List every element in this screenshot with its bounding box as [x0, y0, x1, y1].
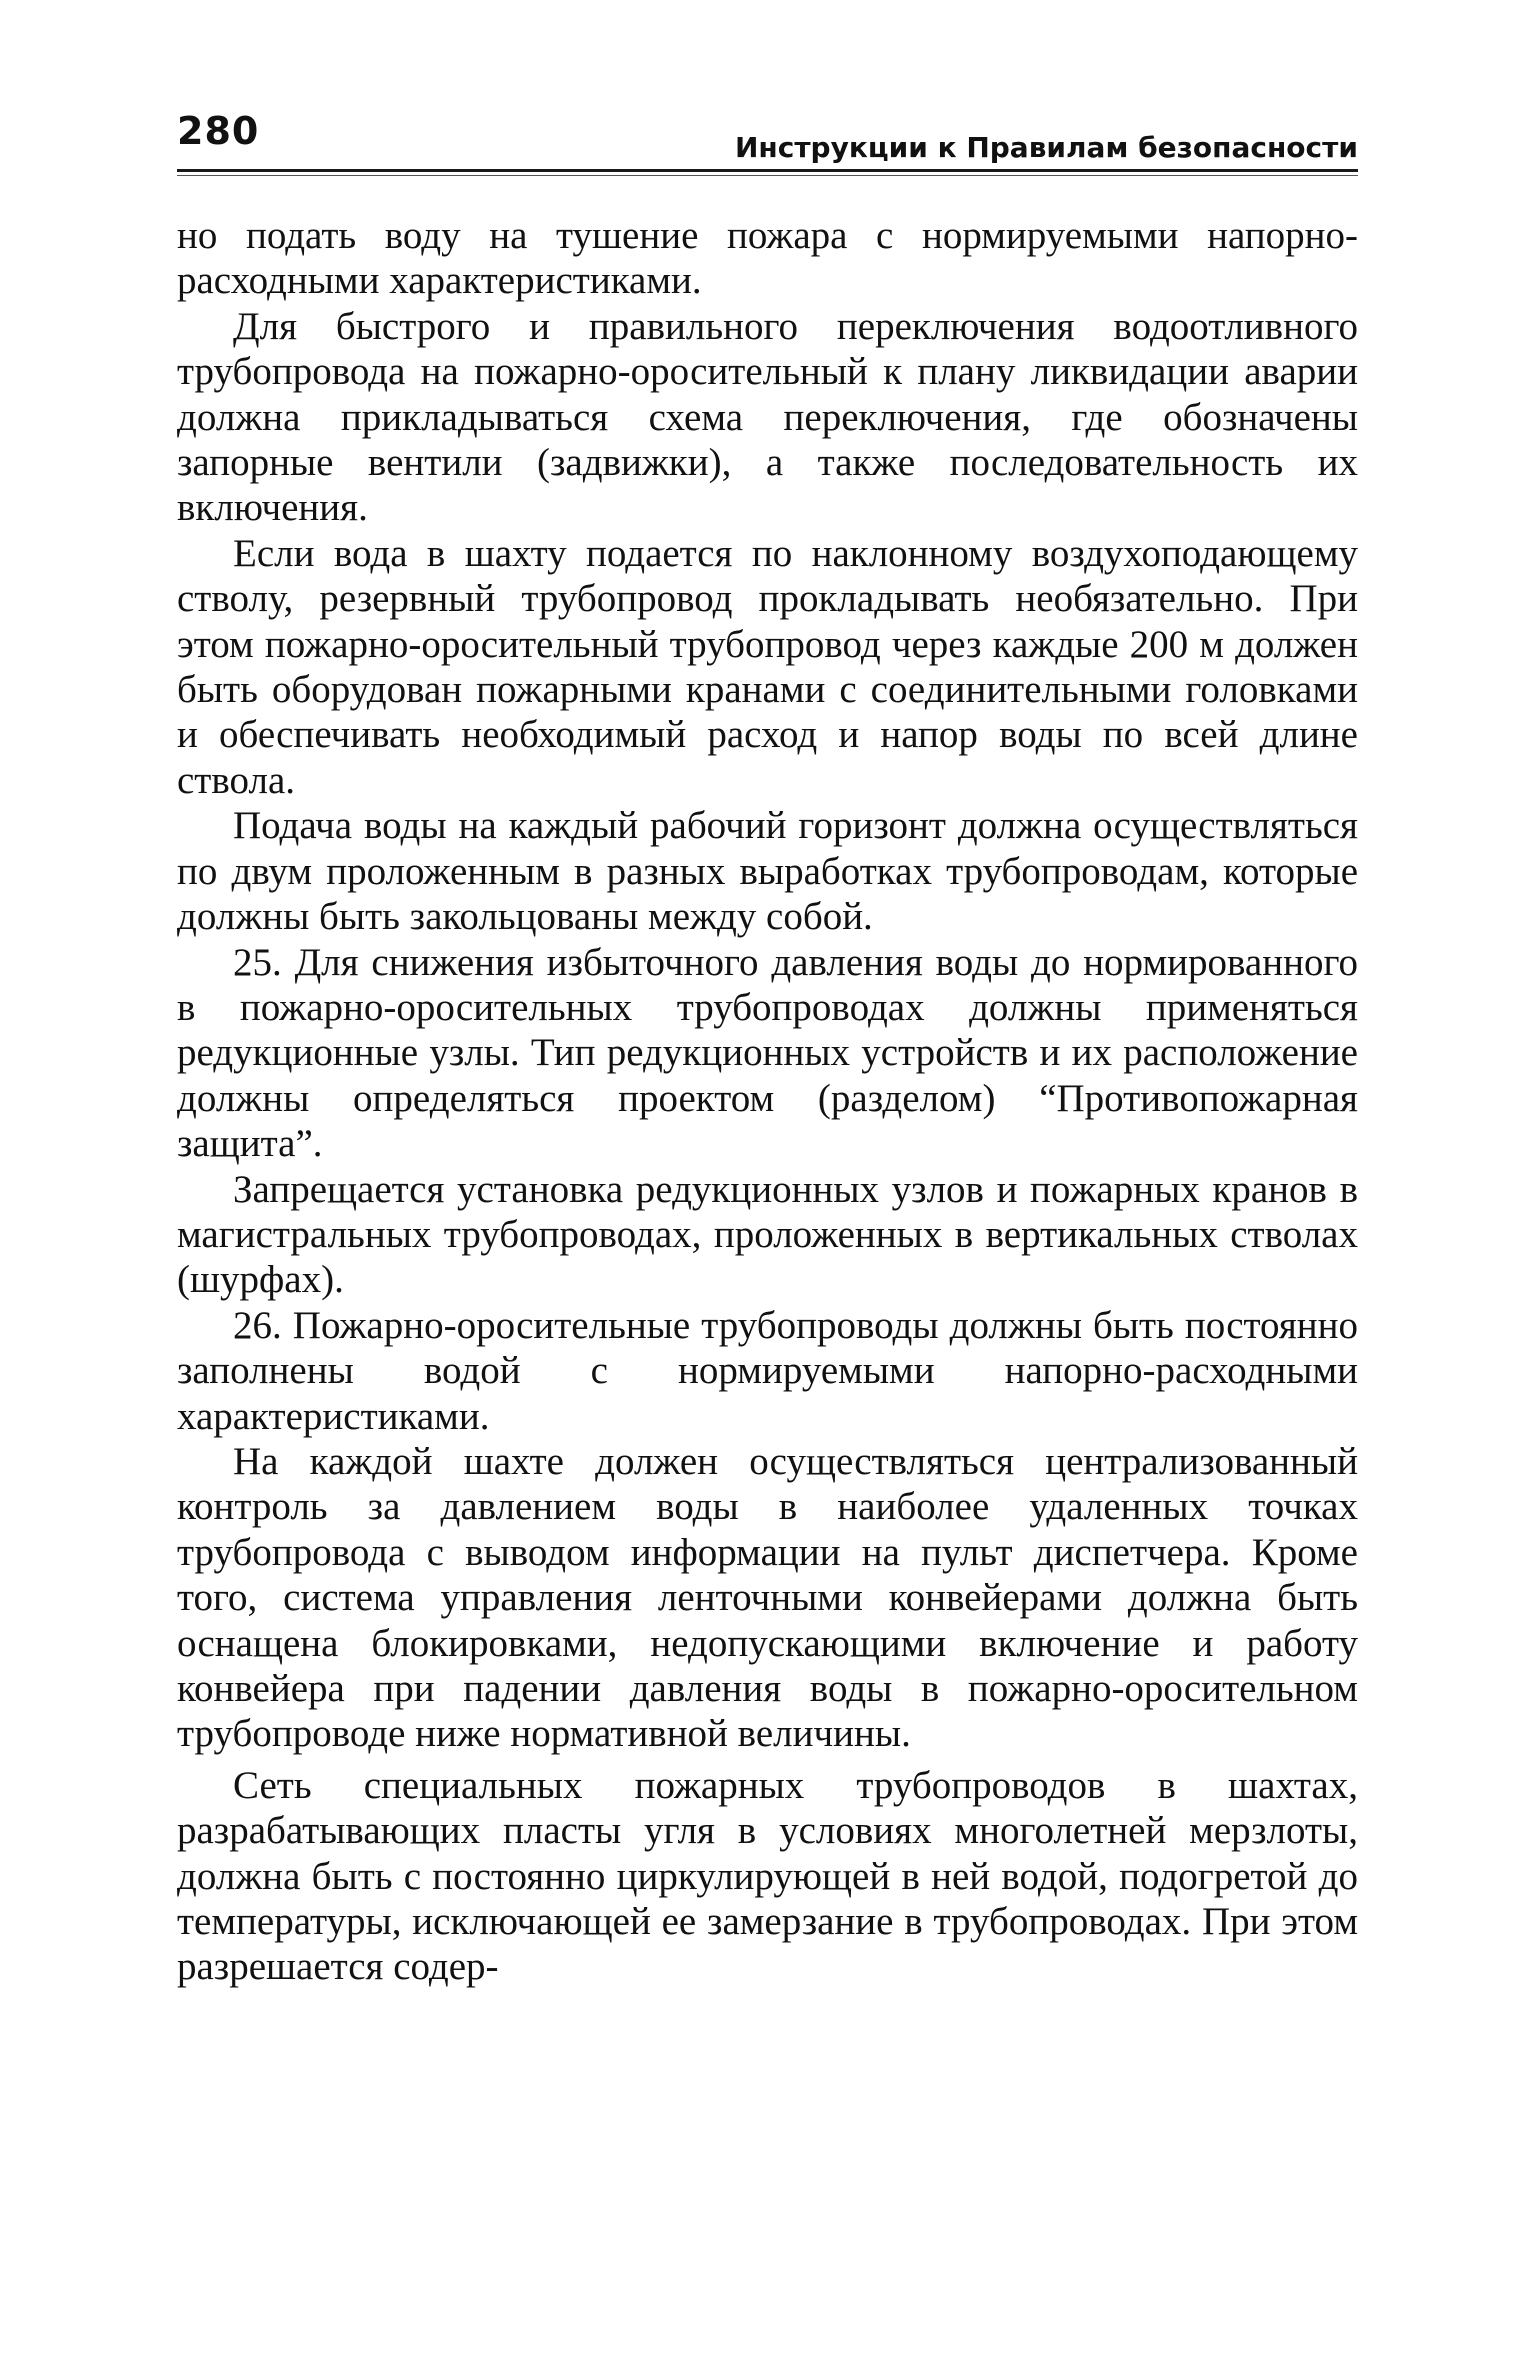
- running-header: [177, 105, 1358, 167]
- paragraph: 26. Пожарно-оросительные трубопроводы должны быть постоянно заполнены водой с нормируемыми напорно-расходными характеристиками.: [177, 1303, 1358, 1438]
- paragraph: Для быстрого и правильного переключения водоотливного трубопровода на пожарно-оросительный к плану ликвидации аварии должна прикладываться схема переключения, где обозначены запорные вентили (задвижки), а также последовательность их включения.: [177, 304, 1358, 530]
- header-rule-thin: [177, 175, 1358, 176]
- paragraph: На каждой шахте должен осуществляться централизованный контроль за давлением воды в наиболее удаленных точках трубопровода с выводом информации на пульт диспетчера. Кроме того, система управления ленточными конвейерами должна быть оснащена блокировками, недопускающими включение и работу конвейера при падении давления воды в пожарно-оросительном трубопроводе ниже нормативной величины.: [177, 1439, 1358, 1756]
- document-page: [177, 105, 1358, 1989]
- paragraph: но подать воду на тушение пожара с нормируемыми напорно-расходными характеристиками.: [177, 214, 1358, 303]
- paragraph: Подача воды на каждый рабочий горизонт должна осуществляться по двум проложенным в разных выработках трубопроводам, которые должны быть закольцованы между собой.: [177, 804, 1358, 939]
- paragraph: 25. Для снижения избыточного давления воды до нормированного в пожарно-оросительных трубопроводах должны применяться редукционные узлы. Тип редукционных устройств и их расположение должны определяться проектом (разделом) “Противопожарная защита”.: [177, 940, 1358, 1166]
- running-header-title: Инструкции к Правилам безопасности: [734, 131, 1358, 164]
- body-text: [177, 213, 1358, 1990]
- header-rule: [177, 169, 1358, 172]
- paragraph: Запрещается установка редукционных узлов и пожарных кранов в магистральных трубопроводах, проложенных в вертикальных стволах (шурфах).: [177, 1167, 1358, 1302]
- paragraph: Если вода в шахту подается по наклонному воздухоподающему стволу, резервный трубопровод прокладывать необязательно. При этом пожарно-оросительный трубопровод через каждые 200 м должен быть оборудован пожарными кранами с соединительными головками и обеспечивать необходимый расход и напор воды по всей длине ствола.: [177, 531, 1358, 802]
- page-number: 280: [177, 109, 260, 153]
- paragraph: Сеть специальных пожарных трубопроводов в шахтах, разрабатывающих пласты угля в условиях многолетней мерзлоты, должна быть с постоянно циркулирующей в ней водой, подогретой до температуры, исключающей ее замерзание в трубопроводах. При этом разрешается содер-: [177, 1763, 1358, 1989]
